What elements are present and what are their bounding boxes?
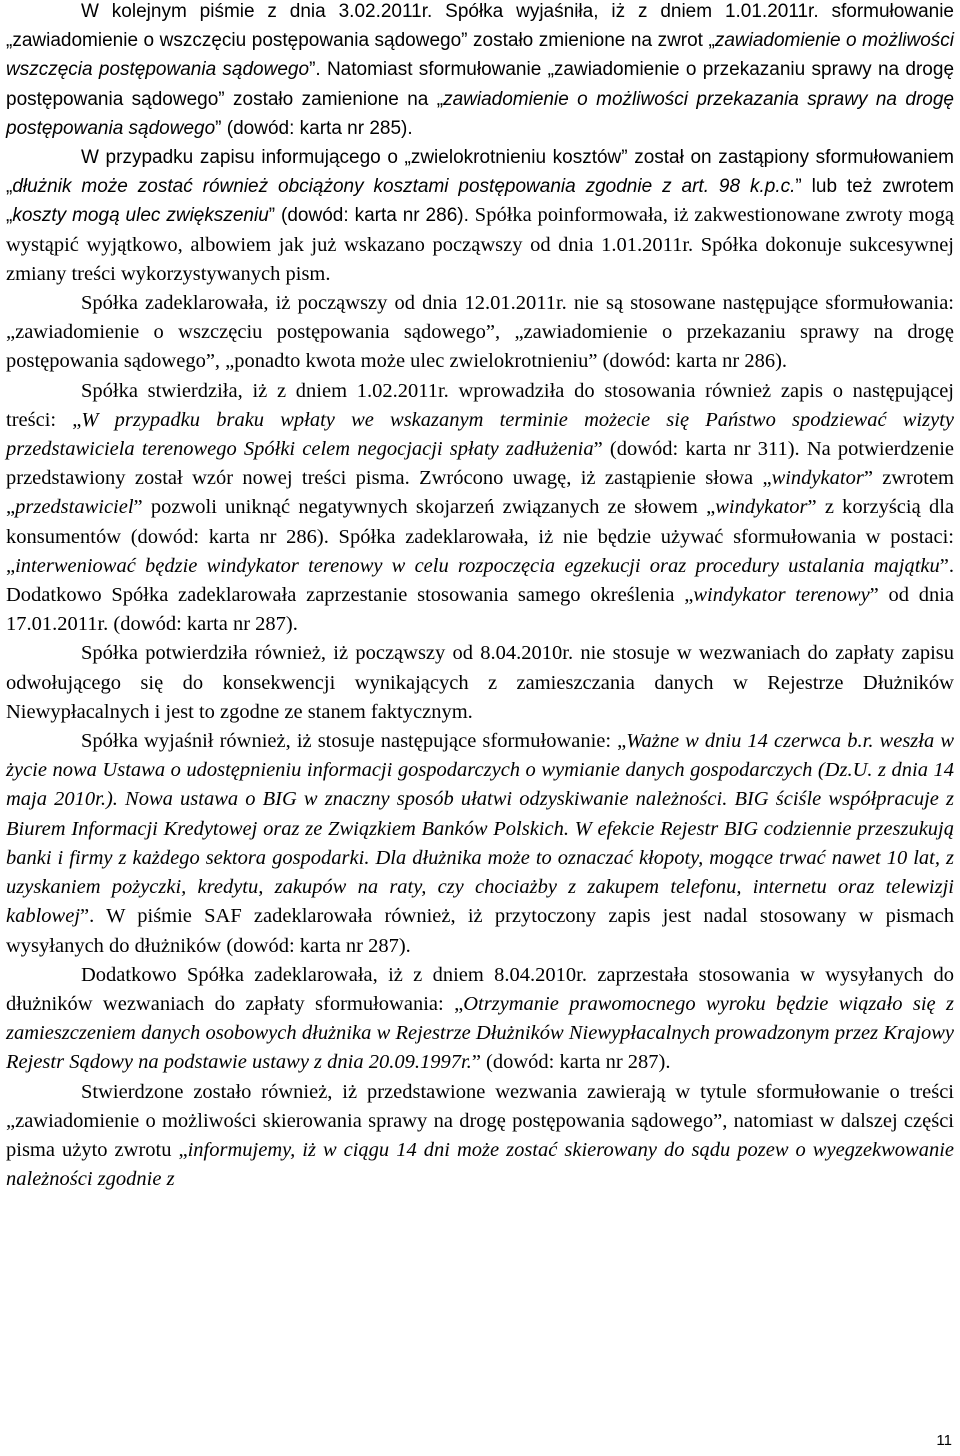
italic-text-run: W przypadku braku wpłaty we wskazanym terminie możecie się Państwo spodziewać wizyty przedstawiciela terenowego Spółki celem negocjacji spłaty zadłużenia [6, 408, 954, 461]
paragraph [6, 961, 954, 1078]
page-number: 11 [936, 1432, 952, 1449]
paragraph [6, 1078, 954, 1195]
text-run: ” lub też zwrotem „ [6, 176, 955, 227]
text-run: ” zwrotem „ [6, 467, 954, 519]
paragraph [6, 289, 954, 377]
italic-text-run: zawiadomienie o możliwości przekazania sprawy na drogę postępowania sądowego [6, 88, 954, 139]
text-run: ”. Dodatkowo Spółka zadeklarowała zaprzestanie stosowania samego określenia „ [6, 554, 954, 607]
text-run: Spółka wyjaśnił również, iż stosuje następujące sformułowanie: „ [81, 730, 627, 753]
text-run: Dodatkowo Spółka zadeklarowała, iż z dniem 8.04.2010r. zaprzestała stosowania w wysyłanych do dłużników wezwaniach do zapłaty sformułowania: „ [6, 963, 954, 1015]
text-run: Spółka zadeklarowała, iż począwszy od dnia 12.01.2011r. nie są stosowane następujące sformułowania: „zawiadomienie o wszczęciu postępowania sądowego”, „zawiadomienie o przekazaniu sprawy na drogę postępowania sądowego”, „ponadto kwota może ulec zwielokrotnieniu” (dowód: karta nr 286). [6, 292, 954, 373]
italic-text-run: dłużnik może zostać również obciążony kosztami postępowania zgodnie z art. 98 k.p.c. [12, 176, 796, 198]
italic-text-run: zawiadomienie o możliwości wszczęcia postępowania sądowego [6, 30, 954, 81]
text-run: W przypadku zapisu informującego o „zwielokrotnieniu kosztów” został on zastąpiony sformułowaniem „ [6, 147, 954, 198]
italic-text-run: Otrzymanie prawomocnego wyroku będzie wiązało się z zamieszczeniem danych osobowych dłużnika w Rejestrze Dłużników Niewypłacalnych prowadzonym przez Krajowy Rejestr Sądowy na podstawie ustawy z dnia 20.09.1997r. [6, 992, 955, 1074]
text-run: ” (dowód: karta nr 286). [268, 205, 475, 227]
text-run: ” z korzyścią dla konsumentów (dowód: karta nr 286). Spółka zadeklarowała, iż nie będzie używać sformułowania w postaci: „ [6, 496, 954, 577]
italic-text-run: windykator [771, 467, 864, 490]
italic-text-run: informujemy, iż w ciągu 14 dni może zostać skierowany do sądu pozew o wyegzekwowanie należności zgodnie z [6, 1138, 954, 1191]
italic-text-run: interweniować będzie windykator terenowy w celu rozpoczęcia egzekucji oraz procedury ustalania majątku [15, 554, 940, 577]
italic-text-run: koszty mogą ulec zwiększeniu [12, 205, 269, 227]
italic-text-run: windykator terenowy [693, 584, 870, 607]
text-run: ”. W piśmie SAF zadeklarowała również, iż przytoczony zapis jest nadal stosowany w pismach wysyłanych do dłużników (dowód: karta nr 287). [6, 905, 954, 957]
text-run: ” (dowód: karta nr 285). [215, 117, 413, 139]
paragraph [6, 639, 954, 727]
text-run: Spółka potwierdziła również, iż począwszy od 8.04.2010r. nie stosuje w wezwaniach do zapłaty zapisu odwołującego się do konsekwencji wynikających z zamieszczania danych w Rejestrze Dłużników Niewypłacalnych i jest to zgodne ze stanem faktycznym. [6, 642, 954, 723]
text-run: Stwierdzone zostało również, iż przedstawione wezwania zawierają w tytule sformułowanie o treści „zawiadomienie o możliwości skierowania sprawy na drogę postępowania sądowego”, natomiast w dalszej części pisma użyto zwrotu „ [6, 1080, 954, 1161]
italic-text-run: Ważne w dniu 14 czerwca b.r. weszła w życie nowa Ustawa o udostępnieniu informacji gospodarczych o wymianie danych gospodarczych (Dz.U. z dnia 14 maja 2010r.). Nowa ustawa o BIG w znaczny sposób ułatwi odzyskiwanie należności. BIG ściśle współpracuje z Biurem Informacji Kredytowej oraz ze Związkiem Banków Polskich. W efekcie Rejestr BIG codziennie przeszukują banki i firmy z każdego sektora gospodarki. Dla dłużnika może to oznaczać kłopoty, mogące trwać nawet 10 lat, z uzyskaniem pożyczki, kredytu, zakupów na raty, czy chociażby z zakupem telefonu, internetu oraz telewizji kablowej [6, 730, 954, 928]
text-run: ” pozwoli uniknąć negatywnych skojarzeń związanych ze słowem „ [133, 496, 716, 519]
text-run: ” (dowód: karta nr 287). [471, 1051, 671, 1074]
paragraph [6, 143, 954, 289]
italic-text-run: przedstawiciel [15, 496, 134, 519]
paragraph [6, 377, 954, 640]
paragraph [6, 0, 954, 143]
text-run: ”. Natomiast sformułowanie „zawiadomienie o przekazaniu sprawy na drogę postępowania sądowego” zostało zamienione na „ [6, 59, 955, 110]
text-run: Spółka stwierdziła, iż z dniem 1.02.2011r. wprowadziła do stosowania również zapis o następującej treści: „ [6, 379, 954, 431]
italic-text-run: windykator [715, 496, 808, 519]
text-run: W kolejnym piśmie z dnia 3.02.2011r. Spółka wyjaśniła, iż z dniem 1.01.2011r. sformułowanie „zawiadomienie o wszczęciu postępowania sądowego” zostało zmienione na zwrot „ [6, 1, 954, 52]
text-run: ” (dowód: karta nr 311). Na potwierdzenie przedstawiony został wzór nowej treści pisma. Zwrócono uwagę, iż zastąpienie słowa „ [6, 438, 954, 490]
paragraph [6, 727, 954, 961]
text-run: Spółka poinformowała, iż zakwestionowane zwroty mogą wystąpić wyjątkowo, albowiem jak już wskazano począwszy od dnia 1.01.2011r. Spółka dokonuje sukcesywnej zmiany treści wykorzystywanych pism. [6, 204, 954, 285]
document-body [6, 0, 954, 1194]
text-run: ” od dnia 17.01.2011r. (dowód: karta nr 287). [6, 584, 954, 636]
